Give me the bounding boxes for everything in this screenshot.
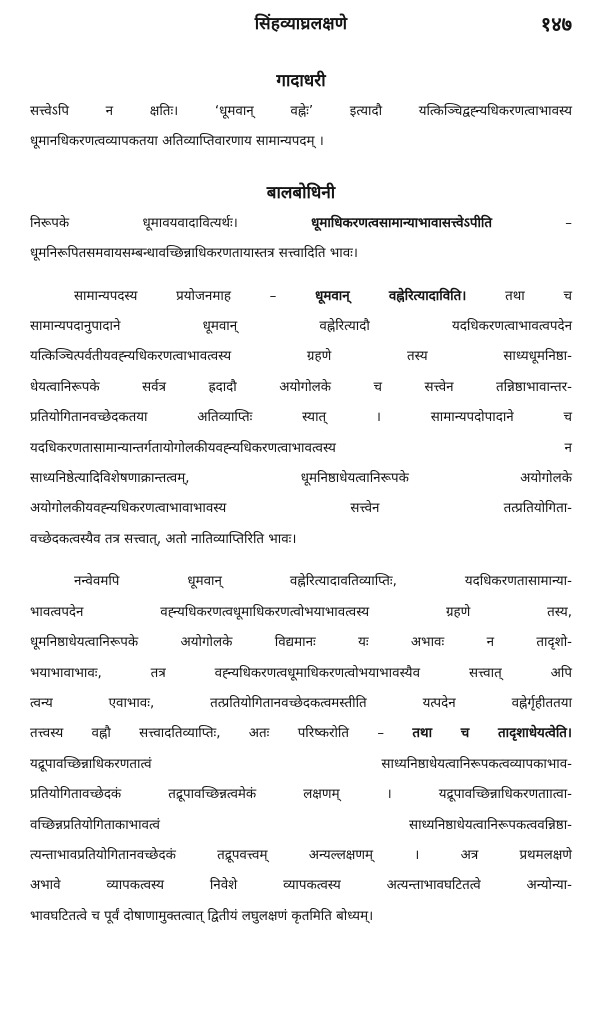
text-line: प्रतियोगितानवच्छेदकतया अतिव्याप्तिः स्यात् । सामान्यपदोपादाने च [30, 410, 572, 426]
text-line: धूमानधिकरणत्वव्यापकतया अतिव्याप्तिवारणाय सामान्यपदम् । [30, 134, 324, 150]
line-text: – [492, 215, 572, 231]
text-line: वच्छिन्नप्रतियोगिताकाभावत्वं साध्यनिष्ठाधेयत्वानिरूपकत्ववन्निष्ठा- [30, 817, 572, 833]
text-line: सत्त्वेऽपि न क्षतिः। ‘धूमवान् वह्नेः’ इत्यादौ यत्किञ्चिद्वह्न्यधिकरणत्वाभावस्य [30, 104, 572, 119]
text-line: वच्छेदकत्वस्यैव तत्र सत्त्वात्, अतो नातिव्याप्तिरिति भावः। [30, 531, 297, 547]
text-line: प्रतियोगितावच्छेदकं तद्रूपावच्छिन्नत्वमेकं लक्षणम् । यद्रूपावच्छिन्नाधिकरणताात्वा- [30, 787, 572, 803]
text-line [30, 719, 572, 749]
text-line: धूमनिष्ठाधेयत्वानिरूपके अयोगोलके विद्यमानः यः अभावः न तादृशो- [30, 635, 572, 651]
balabodhini-paragraph-1 [30, 209, 572, 270]
running-header [30, 0, 572, 44]
text-line: सामान्यपदानुपादाने धूमवान् वह्नेरित्यादौ यदधिकरणत्वाभावत्वपदेन [30, 319, 572, 335]
text-line: भयाभावाभावः, तत्र वह्न्यधिकरणत्वधूमाधिकरणत्वोभयाभावस्यैव सत्त्वात् अपि [30, 665, 572, 681]
bold-pratika: धूमाधिकरणत्वसामान्याभावासत्त्वेऽपीति [311, 215, 493, 231]
text-line [30, 282, 572, 312]
line-text: तत्त्वस्य वह्नौ सत्त्वादतिव्याप्तिः, अतः परिष्करोति – [30, 726, 413, 742]
line-text: निरूपके धूमावयवादावित्यर्थः। [30, 215, 312, 231]
text-line: धूमनिरूपितसमवायसम्बन्धावच्छिन्नाधिकरणतायास्तत्र सत्त्वादिति भावः। [30, 246, 358, 262]
text-line: यत्किञ्चित्पर्वतीयवह्न्यधिकरणत्वाभावत्वस्य ग्रहणे तस्य साध्यधूमनिष्ठा- [30, 349, 572, 365]
line-text: सामान्यपदस्य प्रयोजनमाह – [74, 288, 316, 304]
bold-pratika: तथा च तादृशाधेयत्वेति। [412, 726, 572, 742]
text-line: त्वन्य एवाभावः, तत्प्रतियोगितानवच्छेदकत्वमस्तीति यत्पदेन वह्नेर्गृहीततया [30, 695, 572, 711]
gadadhari-heading: गादाधरी [276, 71, 326, 91]
text-line [30, 209, 572, 239]
page-number: १४७ [540, 12, 572, 36]
text-line: नन्वेवमपि धूमवान् वह्नेरित्यादावतिव्याप्तिः, यदधिकरणतासामान्या- [74, 574, 572, 590]
text-line: साध्यनिष्ठेत्यादिविशेषणाक्रान्तत्वम्, धूमनिष्ठाधेयत्वानिरूपके अयोगोलके [30, 471, 572, 487]
gadadhari-paragraph [30, 97, 572, 158]
line-text: तथा च [466, 288, 572, 304]
text-line: त्यन्ताभावप्रतियोगितानवच्छेदकं तद्रूपवत्त्वम् अन्यल्लक्षणम् । अत्र प्रथमलक्षणे [30, 847, 572, 863]
text-line: भावघटितत्वे च पूर्वं दोषाणामुक्तत्वात् द्वितीयं लघुलक्षणं कृतमिति बोध्यम्। [30, 908, 374, 924]
balabodhini-paragraph-2 [30, 282, 572, 556]
text-line: अभावे व्यापकत्वस्य निवेशे व्यापकत्वस्य अत्यन्ताभावघटितत्वे अन्योन्या- [30, 878, 572, 894]
text-line: यद्रूपावच्छिन्नाधिकरणतात्वं साध्यनिष्ठाधेयत्वानिरूपकत्वव्यापकाभाव- [30, 756, 572, 772]
balabodhini-paragraph-3 [30, 567, 572, 932]
text-line: धेयत्वानिरूपके सर्वत्र ह्रदादौ अयोगोलके च सत्त्वेन तन्निष्ठाभावान्तर- [30, 379, 572, 395]
text-line: यदधिकरणतासामान्यान्तर्गतायोगोलकीयवह्न्यधिकरणत्वाभावत्वस्य न [30, 440, 572, 456]
bold-pratika: धूमवान् वह्नेरित्यादाविति। [315, 288, 467, 304]
running-title: सिंहव्याघ्रलक्षणे [254, 13, 348, 34]
balabodhini-heading: बालबोधिनी [266, 182, 336, 203]
text-line: अयोगोलकीयवह्न्यधिकरणत्वाभावाभावस्य सत्त्वेन तत्प्रतियोगिता- [30, 501, 572, 517]
text-line: भावत्वपदेन वह्न्यधिकरणत्वधूमाधिकरणत्वोभयाभावत्वस्य ग्रहणे तस्य, [30, 604, 572, 620]
